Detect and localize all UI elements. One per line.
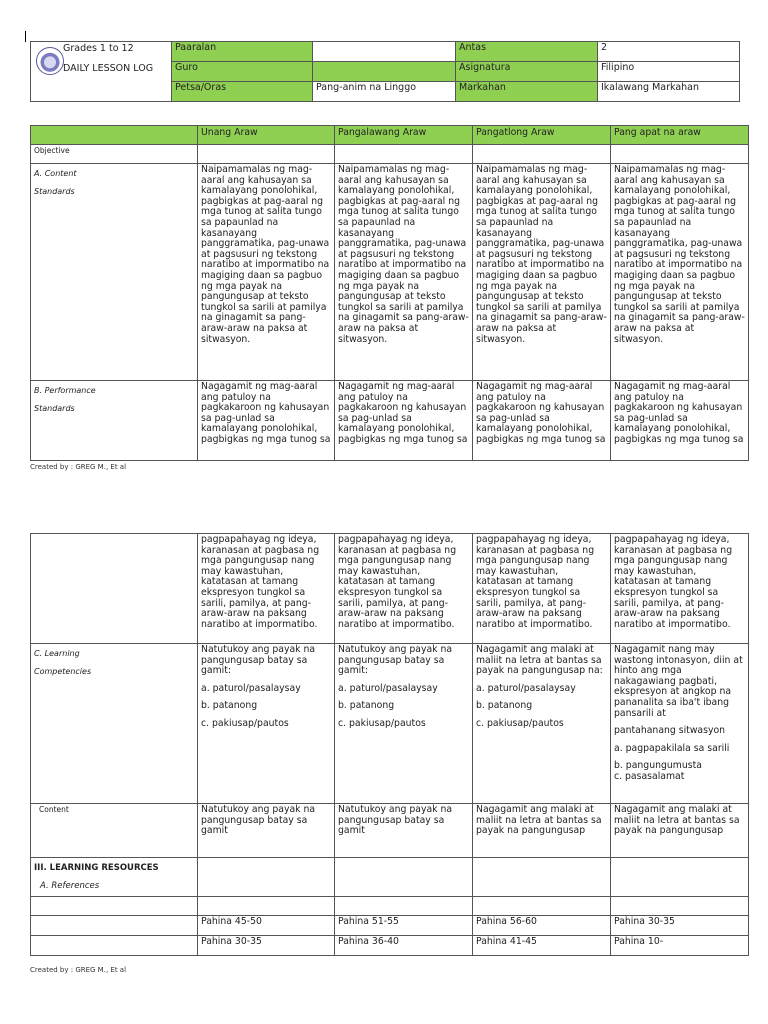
blank-cell[interactable]	[611, 897, 749, 916]
asignatura-value: Filipino	[598, 62, 740, 82]
learning-resources-label	[31, 858, 198, 897]
content-day4: Nagagamit ang malaki at maliit na letra at bantas sa payak na pangungusap	[611, 804, 749, 858]
day-4-header: Pang apat na araw	[611, 126, 749, 145]
lc-text: Natutukoy ang payak na pangungusap batay sa gamit:	[201, 644, 316, 677]
objective-label: Objective	[31, 145, 198, 164]
lc-item-c: c. pakiusap/pautos	[476, 717, 564, 729]
content-standards-text: Naipamamalas ng mag-aaral ang kahusayan sa kamalayang ponolohikal, pagbigkas at pag-aaral ng mga tunog at salita tungo sa papaunlad na kasanayang panggramatika, pag-unawa at pagsusuri ng tekstong naratibo at impormatibo na magiging daan sa pagbuo ng mga payak na pangungusap at teksto tungkol sa sarili at pamilya na ginagamit sa pang-araw-araw na paksa at sitwasyon.	[473, 164, 611, 381]
objective-cell[interactable]	[473, 145, 611, 164]
lc-item-c: c. pakiusap/pautos	[201, 717, 289, 729]
lc-item-a: a. paturol/pasalaysay	[201, 682, 301, 694]
learning-resources-heading: III. LEARNING RESOURCES	[34, 863, 159, 873]
header-table	[30, 41, 740, 102]
paaralan-field[interactable]	[313, 42, 456, 62]
pages-day2: Pahina 36-40	[335, 936, 473, 956]
pages-day4: Pahina 10-	[611, 936, 749, 956]
lc-text-2: pantahanang sitwasyon	[614, 725, 726, 737]
day-2-header: Pangalawang Araw	[335, 126, 473, 145]
lc-item-c: c. pasasalamat	[614, 770, 685, 782]
performance-standards-label-2: Standards	[34, 404, 75, 413]
learning-competencies-day2	[335, 644, 473, 804]
lc-text: Nagagamit nang may wastong intonasyon, diin at hinto ang mga nakagawiang pagbati, ekspresyon at angkop na pananalita sa iba't ibang pansarili at	[614, 644, 743, 719]
day-1-header: Unang Araw	[198, 126, 335, 145]
lc-item-b: b. patanong	[338, 700, 395, 712]
performance-standards-cont: pagpapahayag ng ideya, karanasan at pagbasa ng mga pangungusap nang may kawastuhan, katatasan at tamang ekspresyon tungkol sa sarili, pamilya, at pang-araw-araw na paksang naratibo at impormatibo.	[198, 534, 335, 644]
performance-standards-cont: pagpapahayag ng ideya, karanasan at pagbasa ng mga pangungusap nang may kawastuhan, katatasan at tamang ekspresyon tungkol sa sarili, pamilya, at pang-araw-araw na paksang naratibo at impormatibo.	[335, 534, 473, 644]
pages-day1: Pahina 30-35	[198, 936, 335, 956]
blank-cell	[31, 916, 198, 936]
objective-cell[interactable]	[611, 145, 749, 164]
performance-standards-cont: pagpapahayag ng ideya, karanasan at pagbasa ng mga pangungusap nang may kawastuhan, katatasan at tamang ekspresyon tungkol sa sarili, pamilya, at pang-araw-araw na paksang naratibo at impormatibo.	[473, 534, 611, 644]
references-label: A. References	[40, 881, 100, 891]
performance-standards-text: Nagagamit ng mag-aaral ang patuloy na pagkakaroon ng kahusayan sa pag-unlad sa kamalayang ponolohikal, pagbigkas ng mga tunog sa	[611, 381, 749, 461]
footer-credit: Created by : GREG M., Et al	[30, 966, 127, 974]
references-cell[interactable]	[198, 858, 335, 897]
text-cursor	[25, 31, 26, 42]
guro-label: Guro	[172, 62, 313, 82]
header-block	[30, 41, 740, 102]
performance-standards-text: Nagagamit ng mag-aaral ang patuloy na pagkakaroon ng kahusayan sa pag-unlad sa kamalayang ponolohikal, pagbigkas ng mga tunog sa	[335, 381, 473, 461]
petsa-value: Pang-anim na Linggo	[313, 82, 456, 102]
pages-day2: Pahina 51-55	[335, 916, 473, 936]
day-3-header: Pangatlong Araw	[473, 126, 611, 145]
blank-cell	[31, 936, 198, 956]
petsa-label: Petsa/Oras	[172, 82, 313, 102]
pages-day1: Pahina 45-50	[198, 916, 335, 936]
lc-item-a: a. paturol/pasalaysay	[476, 682, 576, 694]
performance-standards-text: Nagagamit ng mag-aaral ang patuloy na pagkakaroon ng kahusayan sa pag-unlad sa kamalayang ponolohikal, pagbigkas ng mga tunog sa	[473, 381, 611, 461]
blank-cell[interactable]	[198, 897, 335, 916]
performance-standards-text: Nagagamit ng mag-aaral ang patuloy na pagkakaroon ng kahusayan sa pag-unlad sa kamalayang ponolohikal, pagbigkas ng mga tunog sa	[198, 381, 335, 461]
blank-cell[interactable]	[473, 897, 611, 916]
content-day2: Natutukoy ang payak na pangungusap batay sa gamit	[335, 804, 473, 858]
deped-seal-icon	[36, 47, 64, 75]
lc-item-a: a. paturol/pasalaysay	[338, 682, 438, 694]
lc-item-b: b. pangungumusta	[614, 760, 702, 772]
markahan-label: Markahan	[456, 82, 598, 102]
paaralan-label: Paaralan	[172, 42, 313, 62]
performance-standards-label-1: B. Performance	[34, 386, 96, 395]
lc-item-b: b. patanong	[201, 700, 258, 712]
guro-field[interactable]	[313, 62, 456, 82]
log-title: DAILY LESSON LOG	[63, 63, 154, 74]
learning-competencies-label-2: Competencies	[34, 667, 92, 676]
references-cell[interactable]	[611, 858, 749, 897]
content-standards-label-1: A. Content	[34, 169, 77, 178]
lc-text: Nagagamit ang malaki at maliit na letra at bantas sa payak na pangungusap na:	[476, 644, 603, 677]
performance-standards-cont: pagpapahayag ng ideya, karanasan at pagbasa ng mga pangungusap nang may kawastuhan, katatasan at tamang ekspresyon tungkol sa sarili, pamilya, at pang-araw-araw na paksang naratibo at impormatibo.	[611, 534, 749, 644]
lc-text: Natutukoy ang payak na pangungusap batay sa gamit:	[338, 644, 453, 677]
content-standards-text: Naipamamalas ng mag-aaral ang kahusayan sa kamalayang ponolohikal, pagbigkas at pag-aaral ng mga tunog at salita tungo sa papaunlad na kasanayang panggramatika, pag-unawa at pagsusuri ng tekstong naratibo at impormatibo na magiging daan sa pagbuo ng mga payak na pangungusap at teksto tungkol sa sarili at pamilya na ginagamit sa pang-araw-araw na paksa at sitwasyon.	[198, 164, 335, 381]
content-standards-text: Naipamamalas ng mag-aaral ang kahusayan sa kamalayang ponolohikal, pagbigkas at pag-aaral ng mga tunog at salita tungo sa papaunlad na kasanayang panggramatika, pag-unawa at pagsusuri ng tekstong naratibo at impormatibo na magiging daan sa pagbuo ng mga payak na pangungusap at teksto tungkol sa sarili at pamilya na ginagamit sa pang-araw-araw na paksa at sitwasyon.	[335, 164, 473, 381]
lesson-table-page2	[30, 533, 749, 956]
lesson-table-page1	[30, 125, 749, 461]
objective-cell[interactable]	[335, 145, 473, 164]
references-cell[interactable]	[473, 858, 611, 897]
lc-item-c: c. pakiusap/pautos	[338, 717, 426, 729]
footer-credit: Created by : GREG M., Et al	[30, 463, 127, 471]
learning-competencies-day1	[198, 644, 335, 804]
header-blank	[31, 126, 198, 145]
content-standards-text: Naipamamalas ng mag-aaral ang kahusayan sa kamalayang ponolohikal, pagbigkas at pag-aaral ng mga tunog at salita tungo sa papaunlad na kasanayang panggramatika, pag-unawa at pagsusuri ng tekstong naratibo at impormatibo na magiging daan sa pagbuo ng mga payak na pangungusap at teksto tungkol sa sarili at pamilya na ginagamit sa pang-araw-araw na paksa at sitwasyon.	[611, 164, 749, 381]
content-day3: Nagagamit ang malaki at maliit na letra at bantas sa payak na pangungusap	[473, 804, 611, 858]
pages-day4: Pahina 30-35	[611, 916, 749, 936]
learning-competencies-label-1: C. Learning	[34, 649, 80, 658]
references-cell[interactable]	[335, 858, 473, 897]
learning-competencies-day4	[611, 644, 749, 804]
blank-cell[interactable]	[335, 897, 473, 916]
asignatura-label: Asignatura	[456, 62, 598, 82]
learning-competencies-label	[31, 644, 198, 804]
content-standards-label-2: Standards	[34, 187, 75, 196]
markahan-value: Ikalawang Markahan	[598, 82, 740, 102]
pages-day3: Pahina 41-45	[473, 936, 611, 956]
antas-label: Antas	[456, 42, 598, 62]
content-label: Content	[31, 804, 198, 858]
performance-standards-cont-label	[31, 534, 198, 644]
content-standards-label	[31, 164, 198, 381]
content-day1: Natutukoy ang payak na pangungusap batay sa gamit	[198, 804, 335, 858]
pages-day3: Pahina 56-60	[473, 916, 611, 936]
learning-competencies-day3	[473, 644, 611, 804]
lc-item-b: b. patanong	[476, 700, 533, 712]
blank-cell	[31, 897, 198, 916]
performance-standards-label	[31, 381, 198, 461]
antas-value: 2	[598, 42, 740, 62]
lc-item-a: a. pagpapakilala sa sarili	[614, 742, 730, 754]
grades-label: Grades 1 to 12	[63, 43, 134, 54]
objective-cell[interactable]	[198, 145, 335, 164]
